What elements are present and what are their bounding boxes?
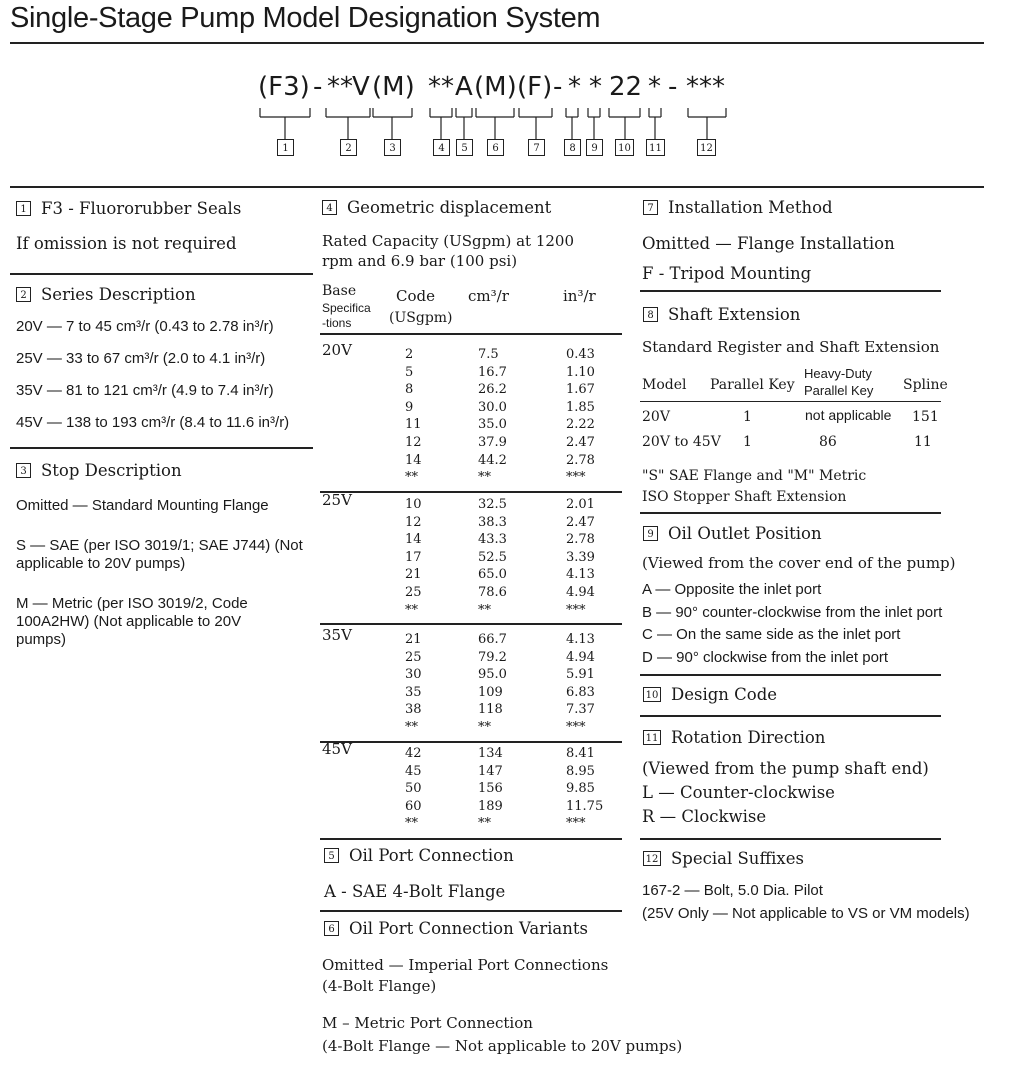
suffix-167-2: 167-2 — Bolt, 5.0 Dia. Pilot [642, 882, 823, 899]
variant-imperial: Omitted — Imperial Port Connections [322, 956, 609, 974]
stop-sae: S — SAE (per ISO 3019/1; SAE J744) (Not [16, 537, 303, 554]
code-cell: 14 [405, 452, 422, 468]
in3-cell: 5.91 [566, 667, 595, 683]
code-cell: 21 [405, 567, 422, 583]
cm3-cell: 37.9 [478, 435, 507, 450]
in3-cell: 2.01 [566, 497, 595, 512]
shaft-row-heavy: 86 [819, 434, 837, 450]
code-seg-dash: - [553, 72, 563, 102]
in3-cell: 4.13 [566, 567, 595, 583]
code-cell: 5 [405, 364, 414, 380]
in3-cell: 1.10 [566, 364, 595, 380]
header-in3: in³/r [563, 287, 596, 305]
cm3-cell: 16.7 [478, 364, 507, 380]
code-cell: 17 [405, 549, 422, 565]
code-cell: 12 [405, 514, 422, 530]
section-divider [10, 273, 313, 275]
cm3-cell: 35.0 [478, 417, 507, 433]
code-cell: ** [405, 470, 418, 486]
section-divider [640, 715, 941, 717]
in3-cell: 1.67 [566, 382, 595, 398]
section-12-header: 12 Special Suffixes [643, 849, 804, 868]
shaft-row-heavy: not applicable [805, 407, 892, 423]
code-cell: 12 [405, 435, 422, 450]
shaft-note: "S" SAE Flange and "M" Metric [642, 468, 867, 484]
variant-metric-cont: (4-Bolt Flange — Not applicable to 20V pumps) [322, 1037, 683, 1055]
header-code-unit: (USgpm) [389, 310, 453, 326]
in3-cell: *** [566, 602, 586, 618]
in3-cell: 2.22 [566, 417, 595, 433]
group-divider [320, 623, 622, 625]
cm3-cell: ** [478, 816, 491, 832]
section-divider [640, 290, 941, 292]
shaft-row-model: 20V to 45V [642, 434, 721, 450]
series-20v: 20V — 7 to 45 cm³/r (0.43 to 2.78 in³/r) [16, 318, 274, 335]
code-cell: 45 [405, 763, 422, 779]
series-35v: 35V — 81 to 121 cm³/r (4.9 to 7.4 in³/r) [16, 382, 274, 399]
in3-cell: 7.37 [566, 702, 595, 718]
shaft-header-parallel: Parallel Key [710, 377, 795, 393]
code-box-12: 12 [697, 139, 716, 156]
code-cell: 60 [405, 798, 422, 814]
section-3-header: 3 Stop Description [16, 461, 182, 480]
code-seg-dash: - [313, 72, 323, 102]
in3-cell: 4.94 [566, 649, 595, 665]
cm3-cell: 32.5 [478, 497, 507, 512]
code-seg-metric: (M) [474, 72, 517, 102]
variant-imperial-cont: (4-Bolt Flange) [322, 977, 437, 995]
header-base: Base [322, 283, 357, 299]
code-cell: 9 [405, 399, 414, 415]
oil-port-sae: A - SAE 4-Bolt Flange [324, 882, 506, 901]
shaft-header-heavy: Heavy-Duty [804, 366, 872, 381]
section-8-header: 8 Shaft Extension [643, 305, 800, 324]
section-divider [320, 910, 622, 912]
section-6-header: 6 Oil Port Connection Variants [324, 919, 588, 938]
cm3-cell: 26.2 [478, 382, 507, 398]
base-spec: 20V [322, 341, 352, 359]
outlet-b: B — 90° counter-clockwise from the inlet port [642, 604, 943, 621]
base-spec: 45V [322, 740, 352, 758]
in3-cell: 11.75 [566, 798, 604, 814]
code-seg-outlet: * [589, 72, 602, 102]
rotation-l: L — Counter-clockwise [642, 783, 835, 802]
cm3-cell: 78.6 [478, 585, 507, 600]
stop-sae-cont: applicable to 20V pumps) [16, 555, 186, 572]
section-9-header: 9 Oil Outlet Position [643, 524, 822, 543]
stop-metric-cont: 100A2HW) (Not applicable to 20V [16, 613, 242, 630]
code-box-2: 2 [340, 139, 357, 156]
cm3-cell: 147 [478, 763, 503, 779]
code-box-8: 8 [564, 139, 581, 156]
section-10-header: 10 Design Code [643, 685, 777, 704]
rotation-viewed: (Viewed from the pump shaft end) [642, 759, 929, 778]
in3-cell: 8.41 [566, 746, 595, 761]
code-brackets [0, 0, 1020, 170]
code-box-10: 10 [615, 139, 634, 156]
code-seg-displacement: ** [428, 72, 454, 102]
code-cell: 21 [405, 632, 422, 647]
shaft-row-spline: 11 [914, 434, 932, 450]
cm3-cell: 7.5 [478, 347, 499, 362]
in3-cell: 8.95 [566, 763, 595, 779]
section-7-header: 7 Installation Method [643, 198, 833, 217]
code-box-1: 1 [277, 139, 294, 156]
shaft-row-spline: 151 [912, 409, 939, 425]
code-cell: 30 [405, 667, 422, 683]
in3-cell: *** [566, 816, 586, 832]
code-seg-design: 22 [609, 72, 643, 102]
code-seg-v: V [352, 72, 370, 102]
cm3-cell: 66.7 [478, 632, 507, 647]
in3-cell: 2.78 [566, 452, 595, 468]
in3-cell: 0.43 [566, 347, 595, 362]
code-box-11: 11 [646, 139, 665, 156]
shaft-row-model: 20V [642, 409, 670, 425]
series-25v: 25V — 33 to 67 cm³/r (2.0 to 4.1 in³/r) [16, 350, 266, 367]
section-2-header: 2 Series Description [16, 285, 196, 304]
in3-cell: 4.13 [566, 632, 595, 647]
code-box-4: 4 [433, 139, 450, 156]
section-divider [320, 838, 622, 840]
in3-cell: 1.85 [566, 399, 595, 415]
outlet-c: C — On the same side as the inlet port [642, 626, 901, 643]
shaft-header-spline: Spline [903, 377, 948, 393]
cm3-cell: 95.0 [478, 667, 507, 683]
cm3-cell: 189 [478, 798, 503, 814]
cm3-cell: 38.3 [478, 514, 507, 530]
in3-cell: 6.83 [566, 684, 595, 700]
shaft-table-divider [640, 401, 941, 402]
code-seg-series: ** [327, 72, 353, 102]
cm3-cell: 134 [478, 746, 503, 761]
header-cm3: cm³/r [468, 287, 509, 305]
cm3-cell: 156 [478, 781, 503, 797]
group-divider [320, 491, 622, 493]
in3-cell: *** [566, 470, 586, 486]
cm3-cell: ** [478, 602, 491, 618]
install-flange: Omitted — Flange Installation [642, 234, 895, 253]
section-divider [10, 447, 313, 449]
in3-cell: 4.94 [566, 585, 595, 600]
code-cell: 10 [405, 497, 422, 512]
section-divider [640, 838, 941, 840]
cm3-cell: 52.5 [478, 549, 507, 565]
code-cell: 38 [405, 702, 422, 718]
code-cell: 42 [405, 746, 422, 761]
section-11-header: 11 Rotation Direction [643, 728, 825, 747]
table-header-divider [320, 333, 622, 335]
group-divider [320, 741, 622, 743]
stop-metric: M — Metric (per ISO 3019/2, Code [16, 595, 248, 612]
shaft-header-model: Model [642, 377, 687, 393]
in3-cell: 2.47 [566, 435, 595, 450]
rated-capacity: Rated Capacity (USgpm) at 1200 [322, 232, 575, 250]
shaft-row-parallel: 1 [743, 409, 752, 425]
code-seg-suffix: *** [686, 72, 725, 102]
cm3-cell: 79.2 [478, 649, 507, 665]
code-seg-stop: (M) [372, 72, 415, 102]
section-1-text: If omission is not required [16, 234, 237, 253]
in3-cell: *** [566, 720, 586, 735]
outlet-a: A — Opposite the inlet port [642, 581, 822, 598]
code-cell: 25 [405, 585, 422, 600]
cm3-cell: 30.0 [478, 399, 507, 415]
rotation-r: R — Clockwise [642, 807, 767, 826]
code-seg-dash: - [668, 72, 678, 102]
code-box-3: 3 [384, 139, 401, 156]
cm3-cell: ** [478, 720, 491, 735]
code-cell: ** [405, 602, 418, 618]
stop-omitted: Omitted — Standard Mounting Flange [16, 497, 269, 514]
series-45v: 45V — 138 to 193 cm³/r (8.4 to 11.6 in³/r) [16, 414, 290, 431]
code-cell: 35 [405, 684, 422, 700]
header-code: Code [396, 287, 435, 305]
section-1-header: 1 F3 - Fluororubber Seals [16, 199, 241, 218]
cm3-cell: 65.0 [478, 567, 507, 583]
shaft-header-heavy-2: Parallel Key [804, 383, 874, 398]
section-divider [640, 674, 941, 676]
code-cell: 2 [405, 347, 414, 362]
cm3-cell: ** [478, 470, 491, 486]
page-title: Single-Stage Pump Model Designation System [10, 2, 601, 34]
shaft-row-parallel: 1 [743, 434, 752, 450]
outlet-d: D — 90° clockwise from the inlet port [642, 649, 889, 666]
cm3-cell: 43.3 [478, 532, 507, 548]
code-seg-a: A [455, 72, 473, 102]
main-divider [10, 186, 984, 188]
rated-capacity-cont: rpm and 6.9 bar (100 psi) [322, 252, 518, 270]
header-base-2: Specifica [322, 301, 371, 315]
base-spec: 35V [322, 626, 352, 644]
section-5-header: 5 Oil Port Connection [324, 846, 514, 865]
code-cell: 11 [405, 417, 422, 433]
code-cell: 50 [405, 781, 422, 797]
in3-cell: 3.39 [566, 549, 595, 565]
in3-cell: 2.47 [566, 514, 595, 530]
install-tripod: F - Tripod Mounting [642, 264, 812, 283]
code-seg-install: (F) [517, 72, 553, 102]
code-seg-rotation: * [648, 72, 661, 102]
code-cell: 14 [405, 532, 422, 548]
code-seg-f3: (F3) [258, 72, 310, 102]
suffix-note: (25V Only — Not applicable to VS or VM models) [642, 905, 970, 922]
base-spec: 25V [322, 491, 352, 509]
code-cell: ** [405, 720, 418, 735]
code-cell: ** [405, 816, 418, 832]
code-box-5: 5 [456, 139, 473, 156]
cm3-cell: 44.2 [478, 452, 507, 468]
header-base-3: -tions [322, 316, 352, 330]
shaft-note-cont: ISO Stopper Shaft Extension [642, 489, 847, 505]
code-seg-shaft: * [568, 72, 581, 102]
stop-metric-cont2: pumps) [16, 631, 67, 648]
code-box-9: 9 [586, 139, 603, 156]
section-divider [640, 512, 941, 514]
section-4-header: 4 Geometric displacement [322, 198, 551, 217]
cm3-cell: 109 [478, 684, 503, 700]
in3-cell: 2.78 [566, 532, 595, 548]
code-cell: 8 [405, 382, 414, 398]
variant-metric: M – Metric Port Connection [322, 1014, 533, 1032]
code-box-6: 6 [487, 139, 504, 156]
code-cell: 25 [405, 649, 422, 665]
in3-cell: 9.85 [566, 781, 595, 797]
outlet-viewed: (Viewed from the cover end of the pump) [642, 554, 956, 572]
shaft-standard: Standard Register and Shaft Extension [642, 338, 940, 356]
code-box-7: 7 [528, 139, 545, 156]
cm3-cell: 118 [478, 702, 503, 718]
